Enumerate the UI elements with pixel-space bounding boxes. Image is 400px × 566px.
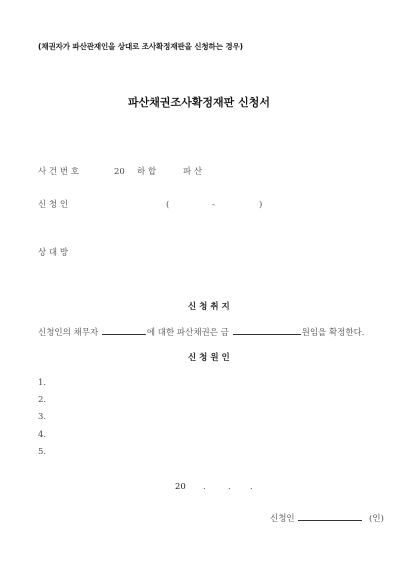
purpose-heading: 신 청 취 지: [188, 302, 230, 312]
debtor-blank-line: [102, 326, 146, 335]
date-dot-2: .: [228, 482, 231, 492]
purpose-sentence: [38, 326, 365, 338]
case-number-year: 20: [114, 167, 125, 177]
header-note: (채권자가 파산관재인을 상대로 조사확정재판을 신청하는 경우): [38, 42, 243, 51]
case-number-label: 사 건 번 호: [38, 167, 79, 177]
grounds-item: 1.: [38, 378, 47, 388]
applicant-open-paren: (: [166, 200, 170, 210]
purpose-text-3: 원임을 확정한다.: [301, 328, 365, 338]
document-title: 파산채권조사확정재판 신청서: [128, 96, 270, 109]
date-dot-3: .: [250, 482, 253, 492]
case-number-type: 파 산: [183, 167, 203, 177]
seal-mark: (인): [369, 514, 384, 524]
grounds-item: 3.: [38, 412, 47, 422]
date-dot-1: .: [203, 482, 206, 492]
case-number-code: 하 합: [137, 167, 157, 177]
grounds-item: 5.: [38, 447, 47, 457]
purpose-text-2: 에 대한 파산채권은 금: [146, 328, 229, 338]
grounds-item: 4.: [38, 430, 47, 440]
grounds-heading: 신 청 원 인: [188, 353, 230, 363]
applicant-dash: -: [212, 200, 215, 210]
date-year: 20: [175, 482, 186, 492]
amount-blank-line: [233, 326, 301, 335]
applicant-label: 신 청 인: [38, 200, 69, 210]
signature-blank-line: [298, 512, 362, 521]
respondent-label: 상 대 방: [38, 248, 69, 258]
grounds-item: 2.: [38, 395, 47, 405]
signature-line: [270, 512, 384, 524]
signature-label: 신청인: [270, 514, 295, 524]
purpose-text-1: 신청인의 채무자: [38, 328, 99, 338]
applicant-close-paren: ): [259, 200, 263, 210]
